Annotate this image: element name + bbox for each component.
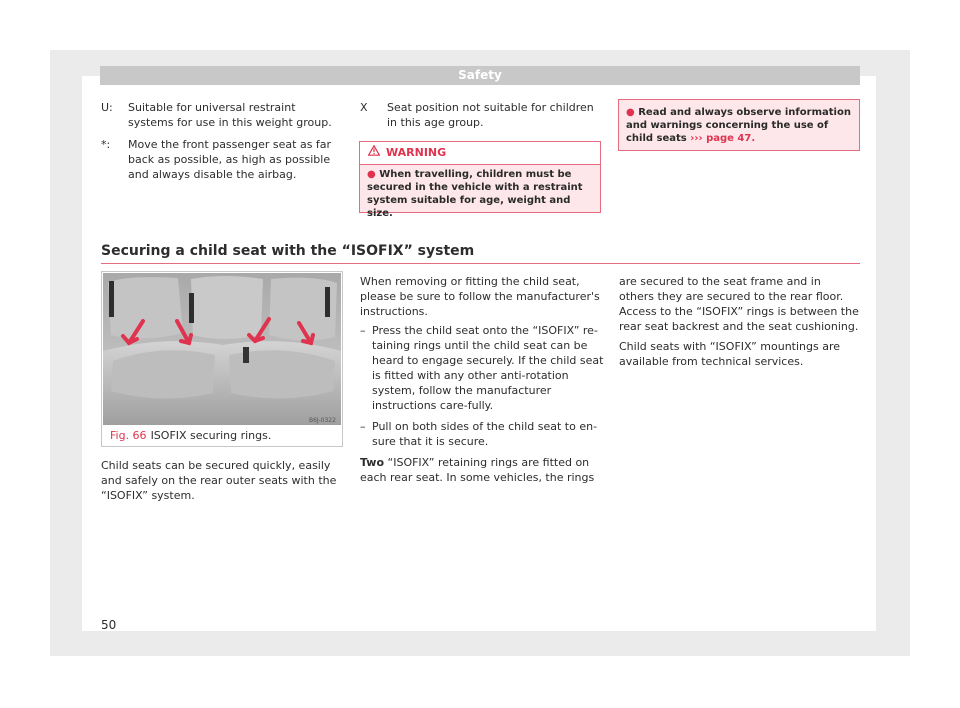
definition-row: [101, 100, 341, 130]
header-title: Safety: [458, 68, 502, 82]
page-link[interactable]: ››› page 47.: [690, 133, 756, 144]
note-text: Read and always observe information and warnings concerning the use of child seats: [626, 107, 851, 144]
definition-text: Seat position not suitable for children in this age group.: [387, 101, 594, 129]
figure-caption: [110, 429, 271, 442]
warning-text: When travelling, children must be secured in the vehicle with a restraint system suitable for age, weight and size.: [367, 169, 583, 219]
definition-key: U:: [101, 101, 113, 114]
page-header: [100, 66, 860, 85]
warning-title: WARNING: [386, 146, 447, 159]
paragraph: Child seats with “ISOFIX” mountings are available from technical services.: [619, 340, 841, 368]
isofix-photo: [103, 273, 341, 425]
figure-label: Fig. 66: [110, 429, 147, 442]
figure: [101, 271, 343, 447]
definition-text: Move the front passenger seat as far back as possible, as high as possible and always disable the airbag.: [128, 138, 332, 181]
paragraph: are secured to the seat frame and in others they are secured to the rear floor. Access to the “ISOFIX” rings is between the rear seat backrest and the seat cushioning.: [619, 275, 859, 333]
warning-box: [359, 141, 601, 219]
bold-lead: Two: [360, 456, 385, 469]
definition-list-x: [360, 100, 600, 137]
paragraph: When removing or fitting the child seat, please be sure to follow the manufacturer's instructions.: [360, 275, 600, 318]
warning-header: [360, 142, 600, 165]
definition-row: [101, 137, 341, 182]
definition-key: *:: [101, 138, 111, 151]
definition-text: Suitable for universal restraint systems for use in this weight group.: [128, 101, 332, 129]
bullet-icon: ●: [367, 169, 380, 180]
warning-triangle-icon: [368, 142, 380, 164]
figure-caption-text: ISOFIX securing rings.: [150, 429, 272, 442]
paragraph-text: “ISOFIX” retaining rings are fitted on each rear seat. In some vehicles, the rings: [360, 456, 595, 484]
image-code: B6J-0322: [309, 417, 336, 424]
bullet-icon: ●: [626, 107, 639, 118]
list-item: [360, 419, 604, 449]
definition-list: [101, 100, 341, 189]
section-divider: [101, 263, 860, 264]
list-item: [360, 323, 604, 413]
paragraph: [360, 455, 604, 485]
dash-bullet: –: [360, 420, 366, 433]
paragraph: Child seats can be secured quickly, easily and safely on the rear outer seats with the “ISOFIX” system.: [101, 459, 337, 502]
text-column: [619, 274, 859, 369]
note-body: [619, 100, 859, 151]
note-box: [618, 99, 860, 151]
definition-key: X: [360, 101, 368, 114]
page-number: 50: [101, 618, 117, 632]
list-item-text: Pull on both sides of the child seat to en-sure that it is secure.: [372, 420, 598, 448]
definition-row: [360, 100, 600, 130]
dash-bullet: –: [360, 324, 366, 337]
list-item-text: Press the child seat onto the “ISOFIX” re-taining rings until the child seat can be heard to engage securely. If the child seat is fitted with any other anti-rotation system, follow the manufacturer instructions care-fully.: [372, 324, 604, 412]
warning-body: [360, 165, 600, 223]
instructions-column: [360, 274, 604, 485]
section-title: Securing a child seat with the “ISOFIX” system: [101, 243, 475, 259]
